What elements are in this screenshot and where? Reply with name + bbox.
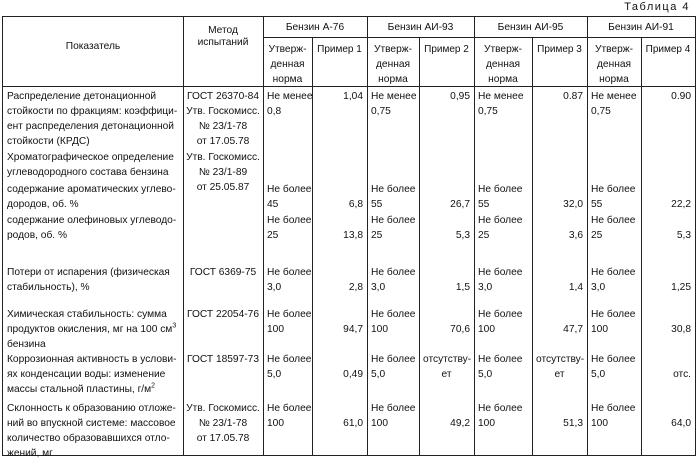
- header-method-line: испытаний: [197, 37, 249, 48]
- row-value-line: 5,0: [371, 369, 386, 380]
- row-value: 0.90: [671, 91, 691, 102]
- group-header-rule: [263, 37, 695, 38]
- row-value-line: Не более: [267, 354, 312, 365]
- row-value: 0,49: [343, 369, 363, 380]
- row-value: 5,3: [455, 230, 470, 241]
- row-value: 1,04: [343, 91, 363, 102]
- row-value-line: 3,0: [591, 282, 606, 293]
- row-value-line: Не более: [371, 267, 416, 278]
- row-indicator-line: Потери от испарения (физическая: [7, 267, 170, 278]
- row-value-line: Не более: [478, 403, 523, 414]
- row-value-line: Не более: [267, 403, 312, 414]
- row-value: 64,0: [671, 418, 691, 429]
- row-method-line: № 23/1-78: [198, 121, 248, 132]
- row-value-line: Не более: [371, 403, 416, 414]
- row-value-line: Не более: [591, 215, 636, 226]
- row-value-line: Не более: [591, 184, 636, 195]
- row-method-line: ГОСТ 18597-73: [187, 354, 259, 365]
- row-indicator-line: бензина: [7, 339, 46, 350]
- row-indicator-line: ях конденсации воды: изменение: [7, 369, 166, 380]
- row-value-line: Не более: [478, 354, 523, 365]
- row-value-line: Не более: [591, 267, 636, 278]
- row-indicator-line: Коррозионная активность в услови-: [7, 354, 177, 365]
- row-value-line: 5,0: [267, 369, 282, 380]
- row-indicator-line: углеводородного состава бензина: [7, 167, 169, 178]
- header-norm-line: Утверж-: [484, 44, 522, 55]
- row-value: 26,7: [450, 199, 470, 210]
- row-value-line: 45: [267, 199, 279, 210]
- header-norm-line: норма: [599, 74, 629, 85]
- row-indicator-line: содержание олефиновых углеводо-: [7, 215, 177, 226]
- column-rule: [641, 37, 642, 455]
- row-method-line: от 25.05.87: [196, 182, 250, 193]
- column-rule: [532, 37, 533, 455]
- row-method-line: № 23/1-78: [198, 418, 248, 429]
- row-value: 3,6: [568, 230, 583, 241]
- row-indicator-line: Склонность к образованию отложе-: [7, 403, 176, 414]
- row-indicator-line: жений, мг: [7, 448, 53, 459]
- data-table: [2, 16, 696, 459]
- header-example-label: Пример 2: [424, 44, 469, 55]
- row-indicator-line: количество образовавшихся отло-: [7, 433, 170, 444]
- row-indicator-line: стойкости (КРДС): [7, 136, 90, 147]
- row-indicator-line: стойкости по фракциям: коэффици-: [7, 106, 178, 117]
- row-value-line: 55: [371, 199, 383, 210]
- row-value-line: 100: [478, 418, 495, 429]
- header-norm-line: денная: [485, 59, 521, 70]
- row-value: 47,7: [563, 324, 583, 335]
- superscript: 3: [172, 322, 177, 330]
- row-value-line: 3,0: [478, 282, 493, 293]
- row-method-line: Утв. Госкомисс.: [186, 403, 260, 414]
- row-value-line: Не более: [267, 215, 312, 226]
- row-value-line: 0,75: [591, 106, 611, 117]
- row-value-line: Не более: [267, 267, 312, 278]
- row-value-line: 100: [591, 418, 608, 429]
- row-value-line: ет: [554, 369, 565, 380]
- row-indicator-line: родов, об. %: [7, 230, 68, 241]
- row-value-line: Не более: [267, 184, 312, 195]
- row-indicator-line: Химическая стабильность: сумма: [7, 309, 167, 320]
- row-value-line: 55: [591, 199, 603, 210]
- row-value-line: Не менее: [478, 91, 524, 102]
- row-indicator-line: дородов, об. %: [7, 199, 79, 210]
- row-method-line: ГОСТ 6369-75: [189, 267, 257, 278]
- row-value-line: 100: [371, 324, 388, 335]
- header-group-title: Бензин АИ-91: [608, 22, 674, 33]
- row-value: 70,6: [450, 324, 470, 335]
- header-norm-line: норма: [488, 74, 518, 85]
- row-value-line: 100: [478, 324, 495, 335]
- row-value-line: Не более: [591, 403, 636, 414]
- row-value: 22,2: [671, 199, 691, 210]
- row-value: 32,0: [563, 199, 583, 210]
- row-method-line: Утв. Госкомисс.: [186, 152, 260, 163]
- row-value-line: 25: [478, 230, 490, 241]
- row-value: 51,3: [563, 418, 583, 429]
- row-value-line: 100: [267, 418, 284, 429]
- row-value: 94,7: [343, 324, 363, 335]
- row-value-line: 100: [267, 324, 284, 335]
- row-value-line: 0,75: [371, 106, 391, 117]
- row-indicator-line: ент распределения детонационной: [7, 121, 174, 132]
- row-value: отс.: [673, 369, 691, 380]
- row-value-line: Не более: [478, 267, 523, 278]
- row-value-line: ет: [441, 369, 452, 380]
- table-caption: Таблица 4: [624, 1, 690, 13]
- header-norm-line: денная: [596, 59, 632, 70]
- column-rule: [183, 17, 184, 455]
- row-value-line: Не более: [371, 215, 416, 226]
- header-group-title: Бензин АИ-93: [387, 22, 454, 33]
- row-value-line: 0,75: [478, 106, 498, 117]
- row-value: 0.87: [563, 91, 583, 102]
- row-value-line: 0,8: [267, 106, 282, 117]
- row-method-line: от 17.05.78: [196, 136, 250, 147]
- header-group-title: Бензин АИ-95: [497, 22, 564, 33]
- superscript: 2: [151, 382, 156, 390]
- header-group-title: Бензин А-76: [285, 22, 345, 33]
- header-method-line: Метод: [208, 25, 238, 36]
- row-value-line: 3,0: [267, 282, 282, 293]
- header-norm-line: Утверж-: [374, 44, 412, 55]
- row-value-line: 100: [371, 418, 388, 429]
- row-value: 61,0: [343, 418, 363, 429]
- column-rule: [419, 37, 420, 455]
- header-norm-line: Утверж-: [268, 44, 307, 55]
- header-norm-line: норма: [272, 74, 303, 85]
- row-value: 6,8: [348, 199, 363, 210]
- column-rule: [312, 37, 313, 455]
- row-value-line: Не более: [478, 215, 523, 226]
- row-value-line: Не более: [371, 184, 416, 195]
- header-norm-line: денная: [375, 59, 411, 70]
- row-value-line: отсутству-: [423, 354, 472, 365]
- row-value-line: Не более: [591, 309, 636, 320]
- header-indicator: Показатель: [65, 41, 121, 52]
- row-value-line: Не более: [478, 309, 523, 320]
- row-value-line: Не более: [267, 309, 312, 320]
- row-method-line: ГОСТ 22054-76: [187, 309, 259, 320]
- row-value-line: Не более: [591, 354, 636, 365]
- row-method-line: № 23/1-89: [198, 167, 248, 178]
- row-indicator-line: содержание ароматических углево-: [7, 184, 176, 195]
- row-indicator-line: ний во впускной системе: массовое: [7, 418, 176, 429]
- row-indicator-line: продуктов окисления, мг на 100 $см^3$: [7, 322, 177, 335]
- header-norm-line: денная: [270, 59, 305, 70]
- header-norm-line: норма: [378, 74, 408, 85]
- row-value-line: Не менее: [267, 91, 313, 102]
- row-indicator-line: стабильность), %: [7, 282, 90, 293]
- row-indicator-line: массы стальной пластины, $г/м^2$: [7, 382, 156, 395]
- row-method-line: ГОСТ 26370-84: [187, 91, 259, 102]
- header-norm-line: Утверж-: [595, 44, 633, 55]
- row-value-line: Не более: [371, 309, 416, 320]
- header-example-label: Пример 3: [537, 44, 582, 55]
- row-indicator-line: Хроматографическое определение: [7, 152, 174, 163]
- row-value-line: Не более: [478, 184, 523, 195]
- row-value: 1,25: [671, 282, 691, 293]
- row-value-line: 25: [267, 230, 279, 241]
- row-value: 0,95: [450, 91, 470, 102]
- row-value: 49,2: [450, 418, 470, 429]
- row-value-line: 5,0: [478, 369, 493, 380]
- row-value-line: 5,0: [591, 369, 606, 380]
- row-value-line: 55: [478, 199, 490, 210]
- row-value: 5,3: [676, 230, 691, 241]
- row-value-line: 100: [591, 324, 608, 335]
- row-value-line: Не более: [371, 354, 416, 365]
- header-example-label: Пример 4: [645, 44, 691, 55]
- row-method-line: Утв. Госкомисс.: [186, 106, 260, 117]
- row-value-line: 25: [591, 230, 603, 241]
- row-value: 2,8: [348, 282, 363, 293]
- row-value: 1,4: [568, 282, 583, 293]
- row-indicator-line: Распределение детонационной: [7, 91, 157, 102]
- row-value-line: 3,0: [371, 282, 386, 293]
- row-value: 30,8: [671, 324, 691, 335]
- row-method-line: от 17.05.78: [196, 433, 250, 444]
- row-value-line: отсутству-: [536, 354, 585, 365]
- row-value: 13,8: [343, 230, 363, 241]
- row-value: 1,5: [455, 282, 470, 293]
- row-value-line: Не менее: [591, 91, 637, 102]
- row-value-line: Не менее: [371, 91, 417, 102]
- header-example-label: Пример 1: [317, 44, 362, 55]
- row-value-line: 25: [371, 230, 383, 241]
